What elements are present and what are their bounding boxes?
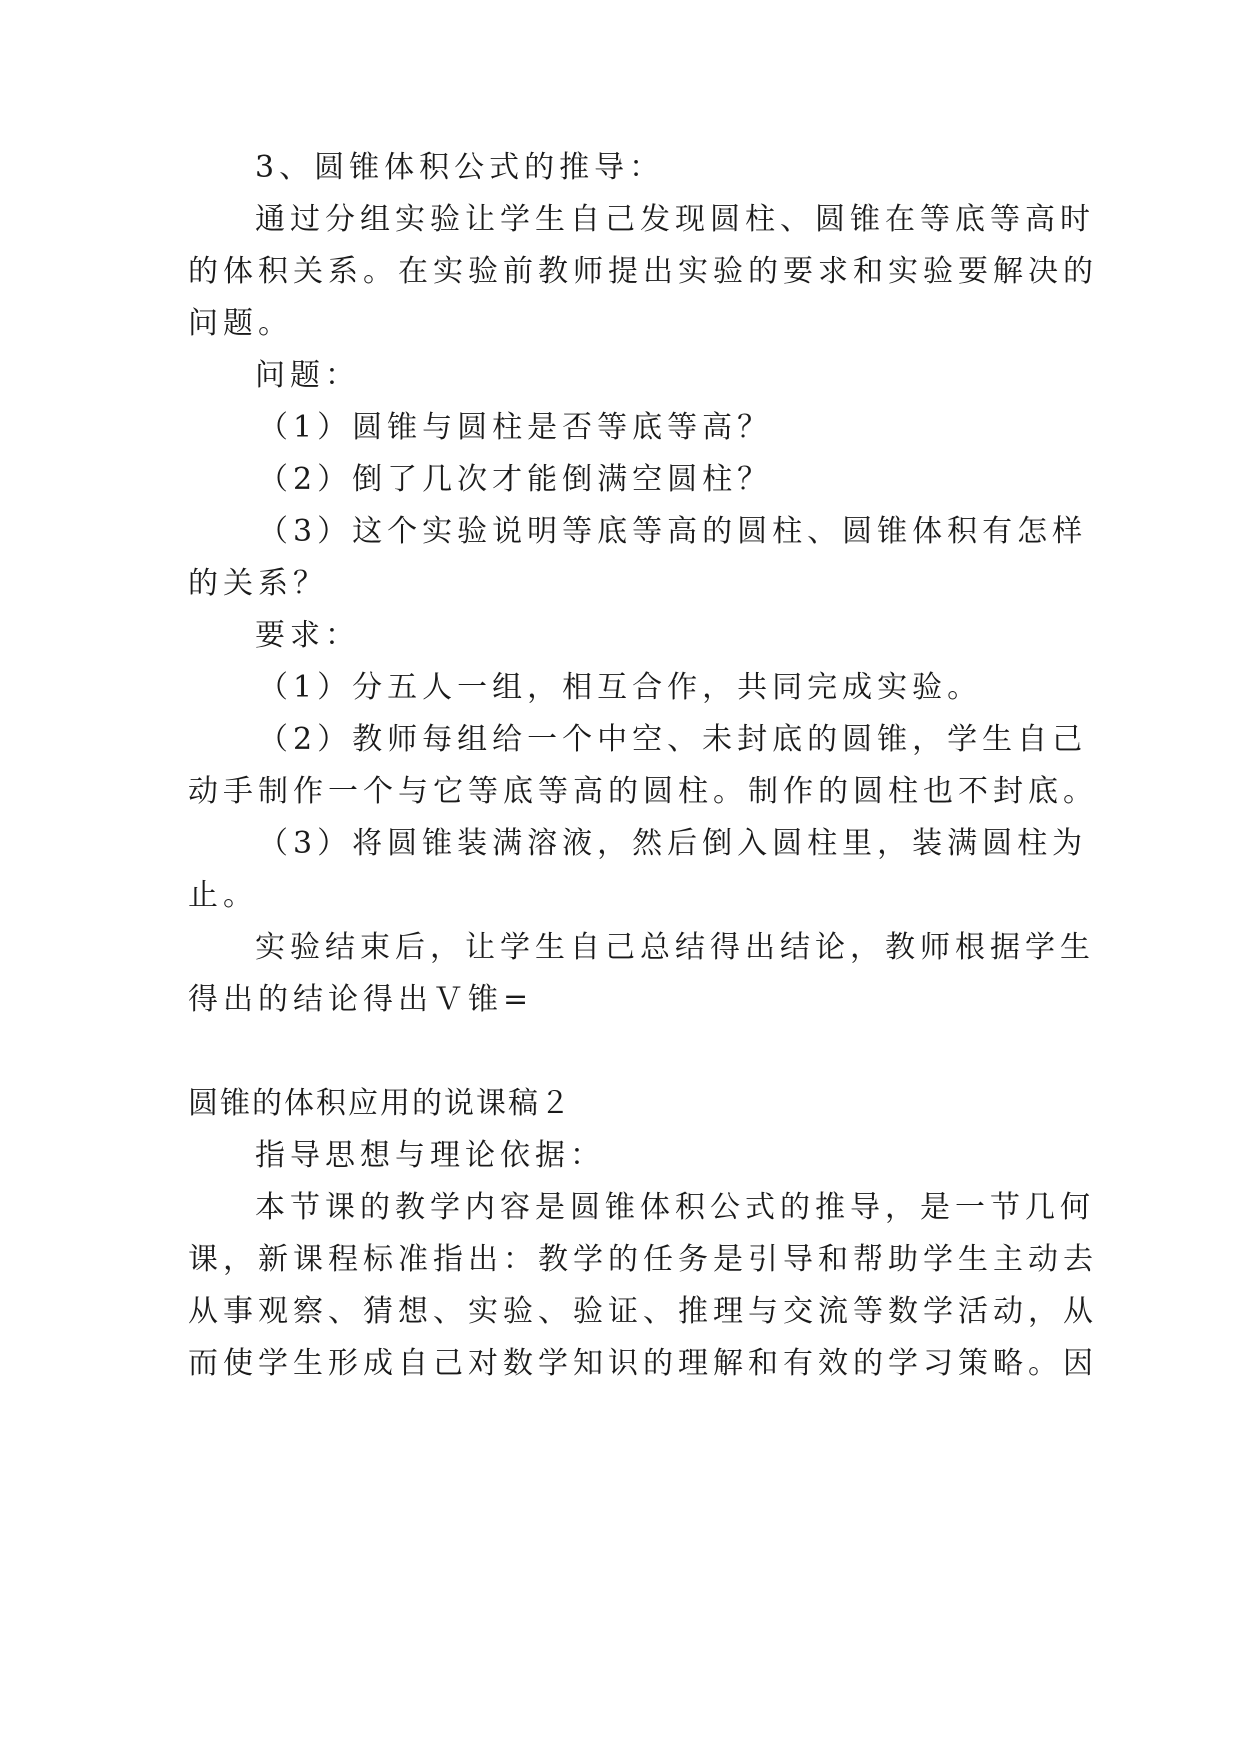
body-line-1: 本节课的教学内容是圆锥体积公式的推导，是一节几何	[255, 1190, 1095, 1225]
question-3-line-2: 的关系？	[188, 566, 328, 601]
section-heading: 3、圆锥体积公式的推导：	[255, 150, 665, 185]
section-title: 圆锥的体积应用的说课稿２	[188, 1086, 572, 1121]
intro-line-2: 的体积关系。在实验前教师提出实验的要求和实验要解决的	[188, 254, 1098, 289]
question-3-line-1: （3）这个实验说明等底等高的圆柱、圆锥体积有怎样	[258, 514, 1088, 549]
subheading: 指导思想与理论依据：	[255, 1138, 605, 1173]
requirement-3-line-2: 止。	[188, 878, 258, 913]
intro-line-1: 通过分组实验让学生自己发现圆柱、圆锥在等底等高时	[255, 202, 1095, 237]
conclusion-line-1: 实验结束后，让学生自己总结得出结论，教师根据学生	[255, 930, 1095, 965]
intro-line-3: 问题。	[188, 306, 293, 341]
requirement-1: （1）分五人一组，相互合作，共同完成实验。	[258, 670, 983, 705]
requirement-2-line-2: 动手制作一个与它等底等高的圆柱。制作的圆柱也不封底。	[188, 774, 1098, 809]
requirement-2-line-1: （2）教师每组给一个中空、未封底的圆锥，学生自己	[258, 722, 1088, 757]
question-1: （1）圆锥与圆柱是否等底等高？	[258, 410, 773, 445]
conclusion-line-2: 得出的结论得出Ｖ锥=	[188, 982, 534, 1017]
body-line-3: 从事观察、猜想、实验、验证、推理与交流等数学活动，从	[188, 1294, 1098, 1329]
questions-label: 问题：	[255, 358, 360, 393]
body-line-2: 课，新课程标准指出：教学的任务是引导和帮助学生主动去	[188, 1242, 1098, 1277]
requirements-label: 要求：	[255, 618, 360, 653]
body-line-4: 而使学生形成自己对数学知识的理解和有效的学习策略。因	[188, 1346, 1098, 1381]
requirement-3-line-1: （3）将圆锥装满溶液，然后倒入圆柱里，装满圆柱为	[258, 826, 1088, 861]
question-2: （2）倒了几次才能倒满空圆柱？	[258, 462, 773, 497]
